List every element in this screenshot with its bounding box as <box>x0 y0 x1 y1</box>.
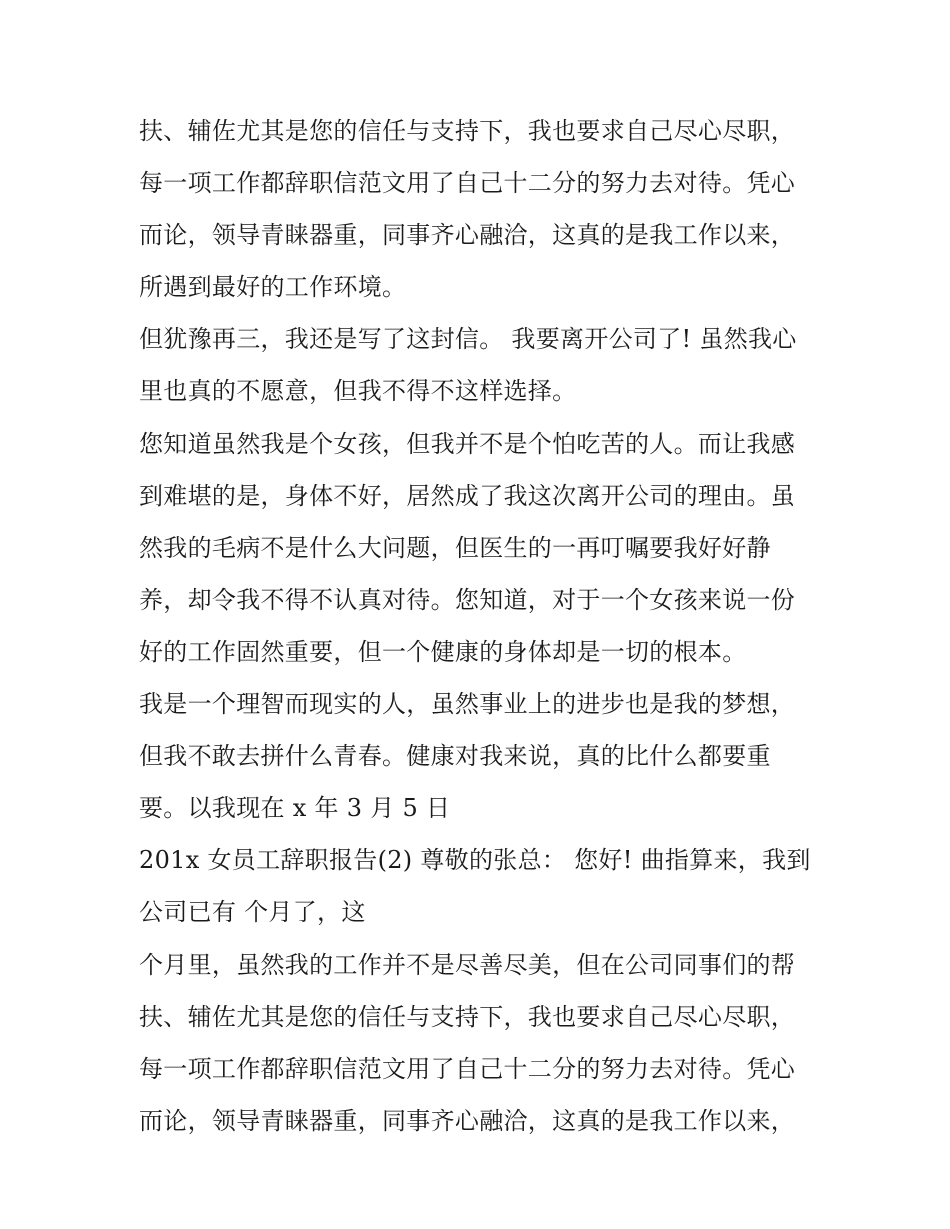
text-line: 要。以我现在 x 年 3 月 5 日 <box>139 794 451 823</box>
text-line: 公司已有 个月了，这 <box>139 898 366 927</box>
text-line: 个月里，虽然我的工作并不是尽善尽美，但在公司同事们的帮 <box>139 950 796 979</box>
text-line: 每一项工作都辞职信范文用了自己十二分的努力去对待。凭心 <box>139 1054 796 1083</box>
text-line: 每一项工作都辞职信范文用了自己十二分的努力去对待。凭心 <box>139 169 796 198</box>
text-line: 好的工作固然重要，但一个健康的身体却是一切的根本。 <box>139 637 747 666</box>
text-line: 您知道虽然我是个女孩，但我并不是个怕吃苦的人。而让我感 <box>139 429 796 458</box>
text-line: 201x 女员工辞职报告(2) 尊敬的张总： 您好! 曲指算来，我到 <box>139 846 811 875</box>
text-line: 养，却令我不得不认真对待。您知道，对于一个女孩来说一份 <box>139 585 796 614</box>
text-line: 里也真的不愿意，但我不得不这样选择。 <box>139 377 577 406</box>
document-body <box>139 105 829 1147</box>
text-line: 扶、辅佐尤其是您的信任与支持下，我也要求自己尽心尽职， <box>139 117 796 145</box>
text-line: 所遇到最好的工作环境。 <box>139 273 407 302</box>
text-line: 但我不敢去拼什么青春。健康对我来说，真的比什么都要重 <box>139 742 771 771</box>
text-line: 扶、辅佐尤其是您的信任与支持下，我也要求自己尽心尽职， <box>139 1002 796 1031</box>
text-line: 然我的毛病不是什么大问题，但医生的一再叮嘱要我好好静 <box>139 533 771 562</box>
text-line: 到难堪的是，身体不好，居然成了我这次离开公司的理由。虽 <box>139 481 796 510</box>
text-line: 我是一个理智而现实的人，虽然事业上的进步也是我的梦想， <box>139 690 796 719</box>
text-line: 而论，领导青睐器重，同事齐心融洽，这真的是我工作以来， <box>139 1106 796 1135</box>
text-line: 而论，领导青睐器重，同事齐心融洽，这真的是我工作以来， <box>139 221 796 250</box>
text-line: 但犹豫再三，我还是写了这封信。 我要离开公司了! 虽然我心 <box>139 325 797 354</box>
